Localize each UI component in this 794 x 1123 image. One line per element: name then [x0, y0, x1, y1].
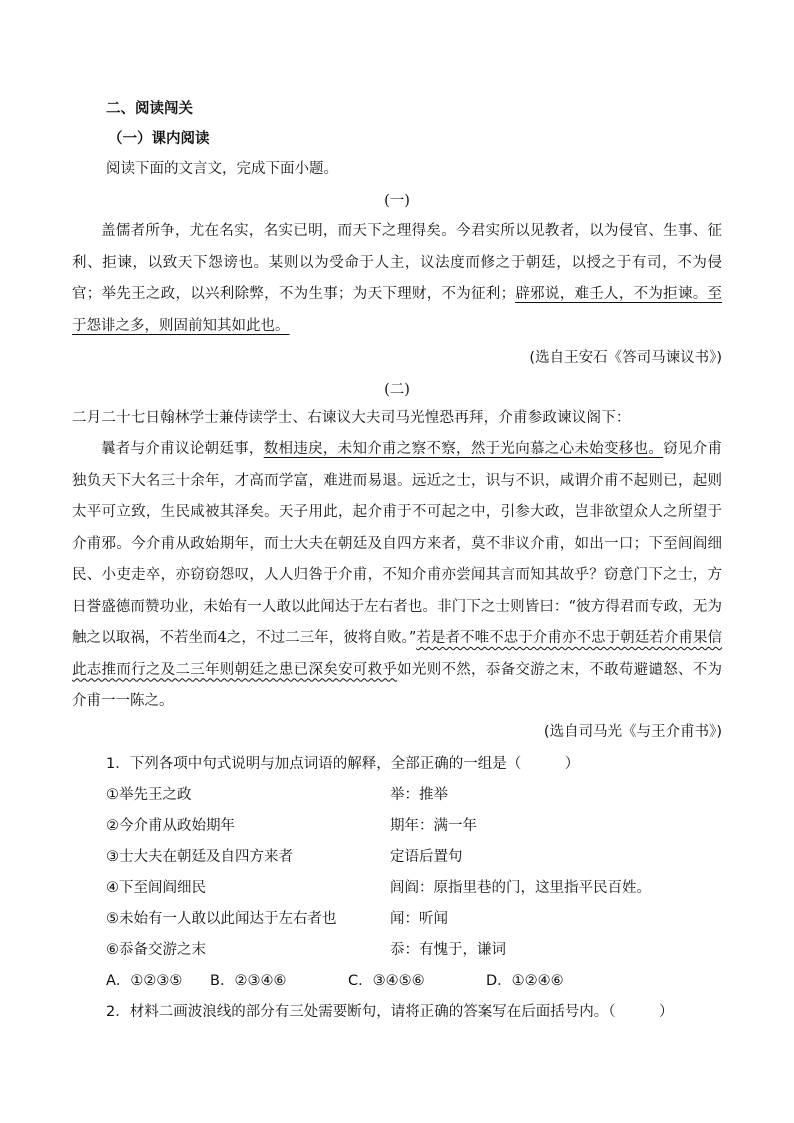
passage1-text: 盖儒者所争，尤在名实，名实已明，而天下之理得矣。今君实所以见教者，以为侵官、生事、征利、拒谏，以致天下怨谤也。某则以为受命于人主，议法度而修之于朝廷，以授之于有司，不为侵官；举先王之政，以兴利除弊，不为生事；为天下理财，不为征利； [72, 223, 722, 302]
q1-item-4-left: ④下至闾阎细民 [106, 880, 206, 896]
passage1-marker: (一) [384, 193, 410, 209]
passage2-source: (选自司马光《与王介甫书》) [543, 724, 722, 740]
passage2-body [72, 434, 722, 718]
q1-item-6-left: ⑥忝备交游之末 [106, 942, 206, 958]
q1-choice-b[interactable]: B．②③④⑥ [210, 973, 287, 989]
section-title: 二、阅读闯关 [106, 101, 193, 117]
passage2-opening: 二月二十七日翰林学士兼侍读学士、右谏议大夫司马光惶恐再拜，介甫参政谏议阁下： [72, 410, 631, 426]
passage2-wavy: 若是者不唯不忠于介甫亦不忠于朝廷若介甫果信此志推而行之及二三年则朝廷之患已深矣安可救乎 [72, 630, 722, 678]
q1-item-5-right: 闻：听闻 [390, 911, 448, 927]
q1-choice-c[interactable]: C．③④⑤⑥ [348, 973, 425, 989]
q1-item-4-right: 闾阎：原指里巷的门，这里指平民百姓。 [390, 880, 651, 896]
instruction: 阅读下面的文言文，完成下面小题。 [106, 161, 338, 177]
subsection-title: （一）课内阅读 [108, 131, 210, 147]
passage1-source: (选自王安石《答司马谏议书》) [529, 350, 722, 366]
passage2-text-b: 窃见介甫独负天下大名三十余年，才高而学富，难进而易退。远近之士，识与不识，咸谓介甫不起则已，起则太平可立致，生民咸被其泽矣。天子用此，起介甫于不可起之中，引参大政，岂非欲望众人之所望于介甫邪。今介甫从政始期年，而士大夫在朝廷及自四方来者，莫不非议介甫，如出一口；下至闾阎细民、小吏走卒，亦窃窃怨叹，人人归咎于介甫，不知介甫亦尝闻其言而知其故乎？窃意门下之士，方日誉盛德而赞功业，未始有一人敢以此闻达于左右者也。非门下之士则皆曰：“彼方得君而专政，无为触之以取祸，不若坐而4之，不过二三年，彼将自败。” [72, 441, 723, 646]
q1-choice-d[interactable]: D．①②④⑥ [486, 973, 564, 989]
q1-item-2-right: 期年：满一年 [390, 818, 477, 834]
q1-item-3-right: 定语后置句 [390, 849, 463, 865]
passage2-text-a: 曩者与介甫议论朝廷事， [101, 441, 264, 457]
q1-item-1-right: 举：推举 [390, 787, 448, 803]
q2-stem: 2．材料二画波浪线的部分有三处需要断句，请将正确的答案写在后面括号内。（ ） [106, 1004, 674, 1020]
passage1-underlined: 辟邪说，难壬人，不为拒谏。至于怨诽之多，则固前知其如此也。 [72, 286, 722, 334]
passage2-marker: (二) [384, 382, 410, 398]
q1-item-2-left: ②今介甫从政始期年 [106, 818, 235, 834]
q1-item-5-left: ⑤未始有一人敢以此闻达于左右者也 [106, 911, 337, 927]
q1-item-3-left: ③士大夫在朝廷及自四方来者 [106, 849, 293, 865]
q1-choice-a[interactable]: A．①②③⑤ [106, 973, 183, 989]
q1-stem: 1．下列各项中句式说明与加点词语的解释，全部正确的一组是（ ） [106, 756, 580, 772]
passage2-text-c: 如光则不然，忝备交游之末，不敢苟避谴怒、不为介甫一一陈之。 [72, 661, 722, 709]
q1-item-6-right: 忝：有愧于，谦词 [390, 942, 506, 958]
passage1-body [72, 216, 722, 342]
passage2-underlined: 数相违戾，未知介甫之察不察，然于光向慕之心未始变移也。 [263, 441, 664, 457]
q1-item-1-left: ①举先王之政 [106, 787, 192, 803]
